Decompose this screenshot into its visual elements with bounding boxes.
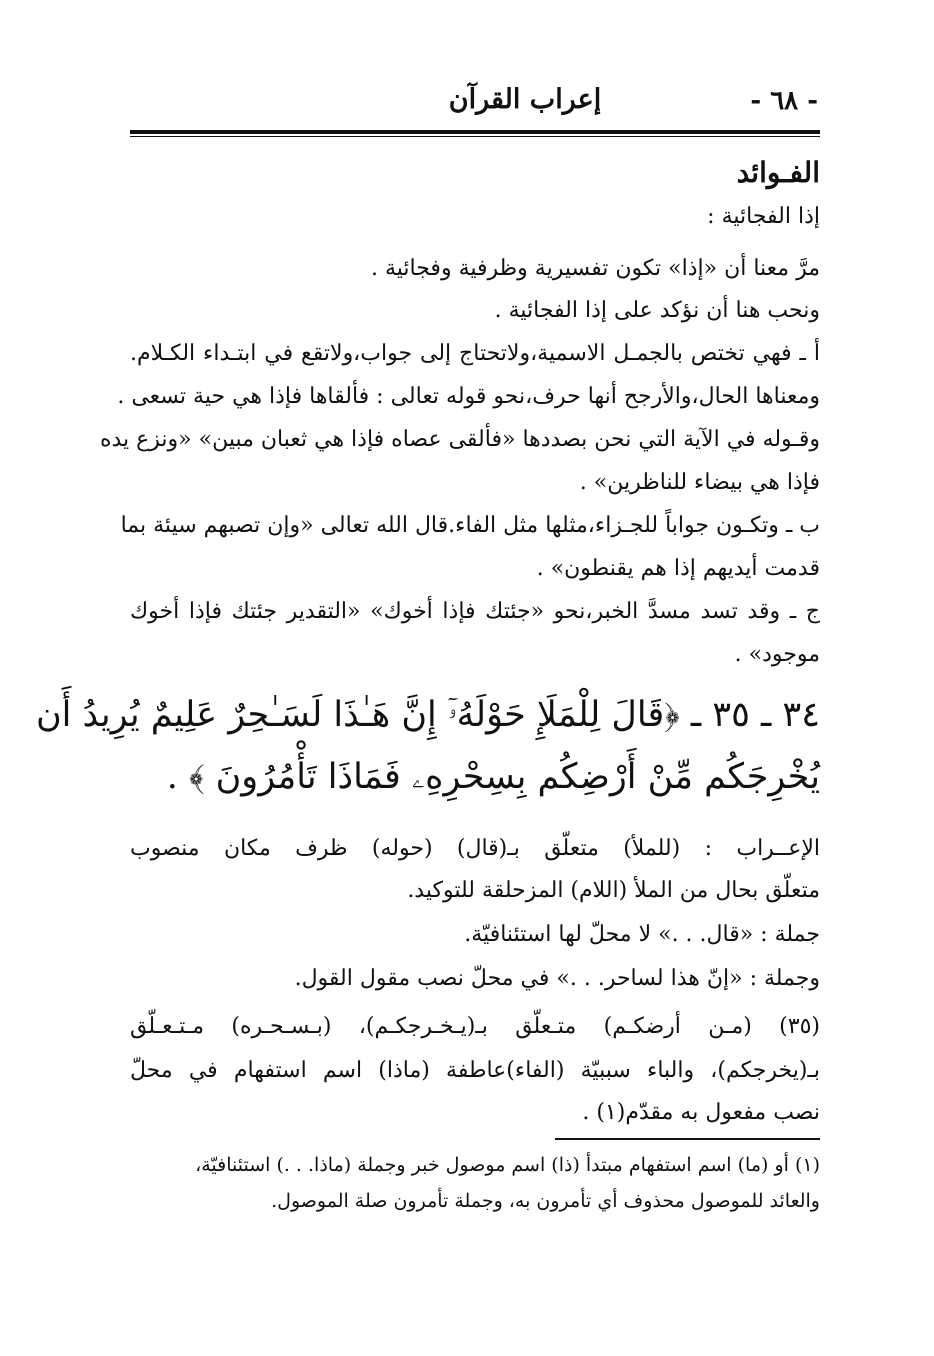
body-line: وقـوله في الآية التي نحن بصددها «فألقى عصاه فإذا هي ثعبان مبين» «ونزع يده — [99, 427, 820, 452]
body-line: ج ـ وقد تسد مسدَّ الخبر،نحو «جئتك فإذا أخوك» «التقدير جئتك فإذا أخوك — [130, 599, 820, 624]
page-header — [130, 80, 818, 126]
body-line: ب ـ وتكـون جواباً للجـزاء،مثلها مثل الفاء.قال الله تعالى «وإن تصبهم سيئة بما — [120, 513, 820, 538]
header-rule — [130, 130, 820, 134]
irab-line: جملة : «قال. . .» لا محلّ لها استئنافيّة. — [464, 922, 820, 947]
body-line: مرَّ معنا أن «إذا» تكون تفسيرية وظرفية وفجائية . — [370, 256, 820, 281]
section-heading: الفـوائد — [736, 156, 820, 189]
body-line: أ ـ فهي تختص بالجمـل الاسمية،ولاتحتاج إلى جواب،ولاتقع في ابتـداء الكـلام. — [130, 341, 820, 366]
header-rule-thin — [130, 136, 820, 137]
footnote-rule — [555, 1138, 820, 1140]
body-line: ونحب هنا أن نؤكد على إذا الفجائية . — [494, 298, 820, 323]
irab-line: بـ(يخرجكم)، والباء سببيّة (الفاء)عاطفة (ماذا) اسم استفهام في محلّ — [130, 1058, 820, 1083]
irab-line: متعلّق بحال من الملأ (اللام) المزحلقة للتوكيد. — [407, 878, 820, 903]
quran-verse-line: ٣٤ ـ ٣٥ ـ ﴿قَالَ لِلْمَلَإِ حَوْلَهُۥٓ إِنَّ هَـٰذَا لَسَـٰحِرٌ عَلِيمٌ يُرِيدُ أَن — [35, 695, 820, 735]
body-line: فإذا هي بيضاء للناظرين» . — [579, 470, 820, 495]
irab-line: وجملة : «إنّ هذا لساحر. . .» في محلّ نصب مقول القول. — [294, 966, 820, 991]
page-number: - ٦٨ - — [750, 86, 818, 116]
body-line: ومعناها الحال،والأرجح أنها حرف،نحو قوله تعالى : فألقاها فإذا هي حية تسعى . — [117, 384, 820, 409]
quran-verse-line: يُخْرِجَكُم مِّنْ أَرْضِكُم بِسِحْرِهِۦ فَمَاذَا تَأْمُرُونَ ﴾ . — [166, 757, 820, 797]
running-title: إعراب القرآن — [448, 84, 602, 115]
irab-line: (٣٥) (مـن أرضكـم) متـعلّق بـ(يـخـرجكـم)، (بـسـحـره) مـتـعـلّق — [130, 1014, 820, 1039]
subheading: إذا الفجائية : — [707, 204, 820, 229]
irab-line: الإعــراب : (للملأ) متعلّق بـ(قال) (حوله) ظرف مكان منصوب — [130, 836, 820, 861]
body-line: موجود» . — [734, 642, 820, 667]
footnote-line: والعائد للموصول محذوف أي تأمرون به، وجملة تأمرون صلة الموصول. — [271, 1190, 820, 1212]
irab-line: نصب مفعول به مقدّم(١) . — [582, 1100, 820, 1125]
body-line: قدمت أيديهم إذا هم يقنطون» . — [536, 556, 820, 581]
footnote-line: (١) أو (ما) اسم استفهام مبتدأ (ذا) اسم موصول خبر وجملة (ماذا. . .) استئنافيّة، — [195, 1154, 820, 1176]
